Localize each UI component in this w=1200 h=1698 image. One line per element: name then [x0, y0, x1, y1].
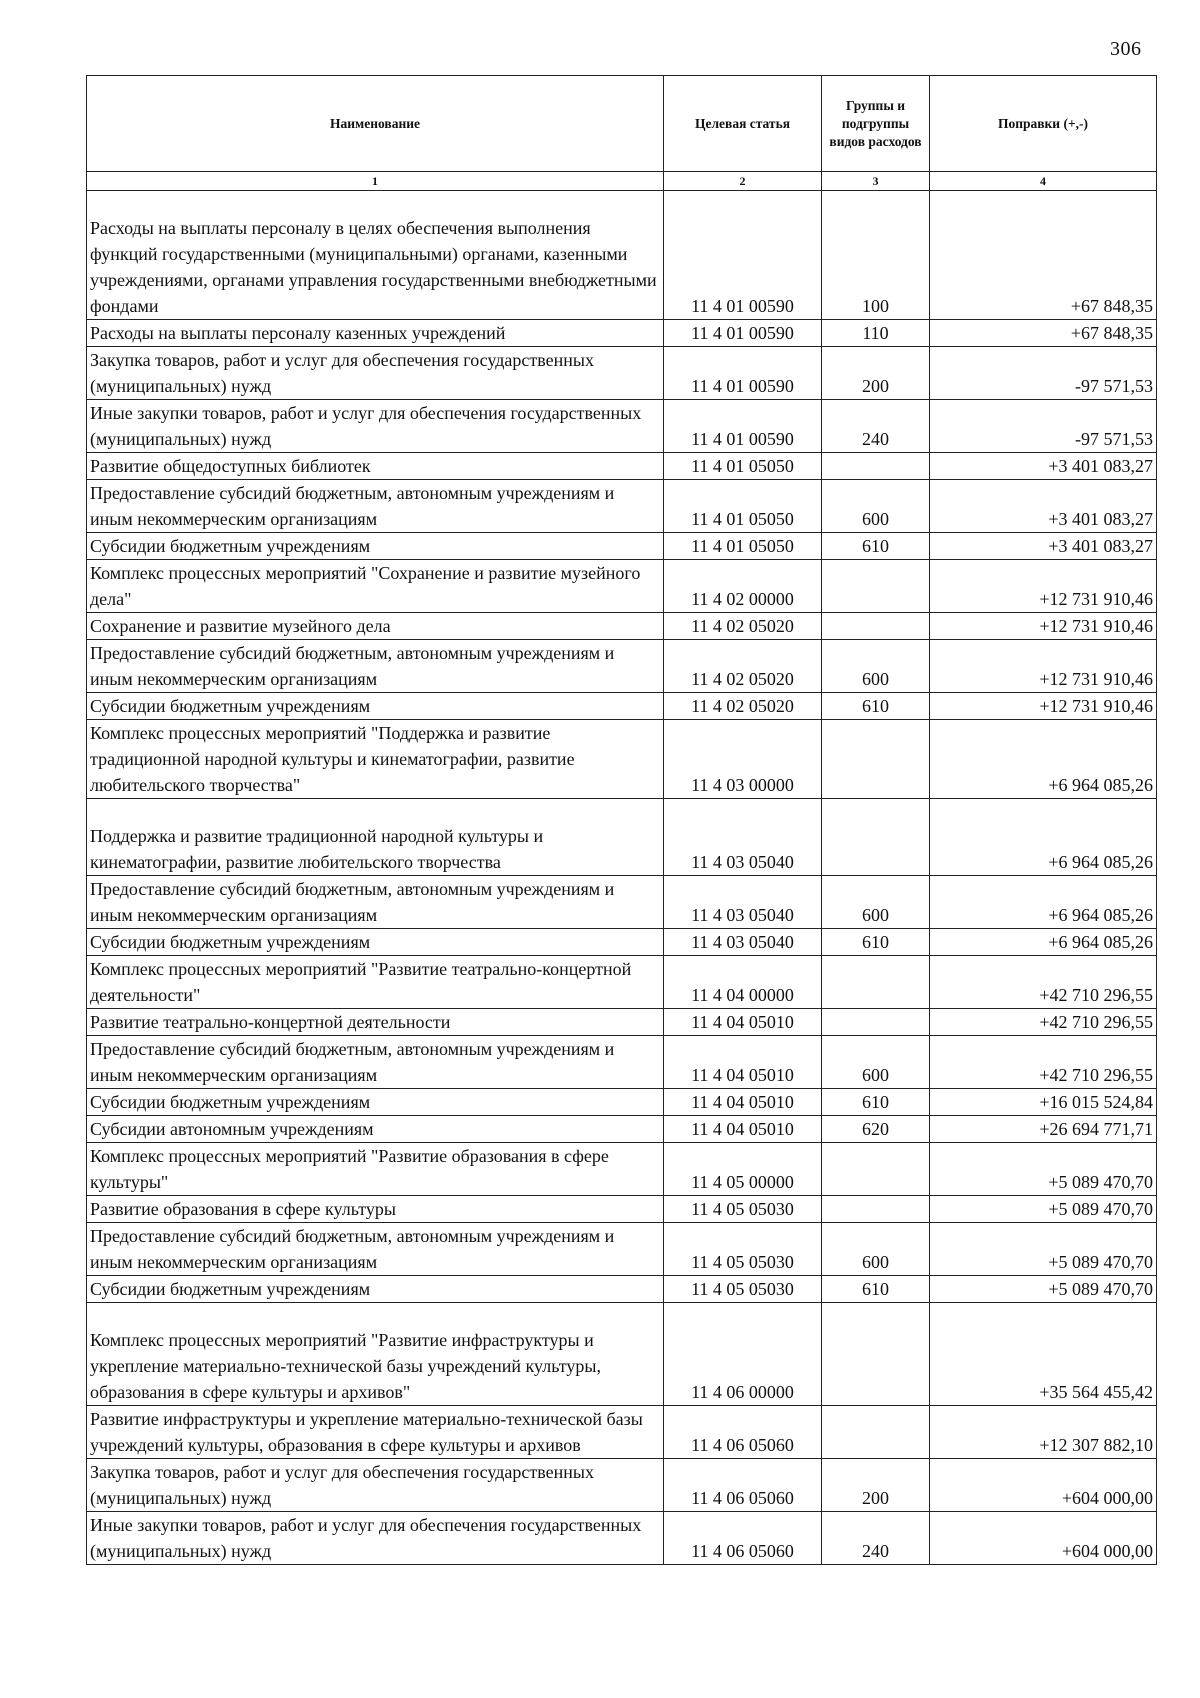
- row-name-cell: Сохранение и развитие музейного дела: [87, 613, 664, 640]
- row-amount-cell: -97 571,53: [930, 400, 1157, 453]
- budget-table: [86, 75, 1157, 1565]
- row-amount-cell: +3 401 083,27: [930, 453, 1157, 480]
- row-name-cell: Развитие общедоступных библиотек: [87, 453, 664, 480]
- row-code-cell: 11 4 01 00590: [664, 191, 822, 320]
- row-amount-cell: +26 694 771,71: [930, 1116, 1157, 1143]
- row-group-cell: 200: [822, 347, 930, 400]
- row-group-cell: [822, 720, 930, 799]
- row-code-cell: 11 4 02 05020: [664, 613, 822, 640]
- table-row: [87, 347, 1157, 400]
- row-code-cell: 11 4 04 05010: [664, 1036, 822, 1089]
- row-code-cell: 11 4 04 05010: [664, 1009, 822, 1036]
- row-amount-cell: +42 710 296,55: [930, 1036, 1157, 1089]
- row-name-cell: Расходы на выплаты персоналу казенных учреждений: [87, 320, 664, 347]
- table-row: [87, 1143, 1157, 1196]
- row-name-cell: Субсидии автономным учреждениям: [87, 1116, 664, 1143]
- row-name-cell: Комплекс процессных мероприятий "Сохранение и развитие музейного дела": [87, 560, 664, 613]
- column-number-row: [87, 172, 1157, 191]
- table-row: [87, 1406, 1157, 1459]
- row-name-cell: Поддержка и развитие традиционной народной культуры и кинематографии, развитие любительского творчества: [87, 799, 664, 876]
- row-name-cell: Предоставление субсидий бюджетным, автономным учреждениям и иным некоммерческим организациям: [87, 480, 664, 533]
- row-group-cell: 240: [822, 1512, 930, 1565]
- row-group-cell: [822, 1196, 930, 1223]
- table-row: [87, 1036, 1157, 1089]
- row-group-cell: [822, 1143, 930, 1196]
- row-name-cell: Субсидии бюджетным учреждениям: [87, 1089, 664, 1116]
- table-row: [87, 693, 1157, 720]
- row-group-cell: 110: [822, 320, 930, 347]
- row-group-cell: [822, 453, 930, 480]
- table-row: [87, 720, 1157, 799]
- table-row: [87, 533, 1157, 560]
- row-name-cell: Иные закупки товаров, работ и услуг для обеспечения государственных (муниципальных) нужд: [87, 400, 664, 453]
- row-name-cell: Развитие образования в сфере культуры: [87, 1196, 664, 1223]
- row-group-cell: 100: [822, 191, 930, 320]
- row-code-cell: 11 4 04 05010: [664, 1116, 822, 1143]
- row-amount-cell: +12 307 882,10: [930, 1406, 1157, 1459]
- row-group-cell: [822, 1303, 930, 1406]
- row-code-cell: 11 4 05 05030: [664, 1276, 822, 1303]
- row-group-cell: 610: [822, 1276, 930, 1303]
- table-row: [87, 560, 1157, 613]
- row-name-cell: Предоставление субсидий бюджетным, автономным учреждениям и иным некоммерческим организациям: [87, 1223, 664, 1276]
- row-name-cell: Комплекс процессных мероприятий "Развитие инфраструктуры и укрепление материально-технической базы учреждений культуры, образования в сфере культуры и архивов": [87, 1303, 664, 1406]
- row-name-cell: Субсидии бюджетным учреждениям: [87, 1276, 664, 1303]
- row-code-cell: 11 4 01 05050: [664, 533, 822, 560]
- row-code-cell: 11 4 01 00590: [664, 347, 822, 400]
- row-amount-cell: +3 401 083,27: [930, 533, 1157, 560]
- header-group: Группы и подгруппы видов расходов: [822, 76, 930, 172]
- row-amount-cell: +35 564 455,42: [930, 1303, 1157, 1406]
- table-row: [87, 1116, 1157, 1143]
- table-row: [87, 1512, 1157, 1565]
- row-group-cell: 200: [822, 1459, 930, 1512]
- table-row: [87, 1009, 1157, 1036]
- table-body: [87, 191, 1157, 1565]
- row-group-cell: 600: [822, 1036, 930, 1089]
- row-name-cell: Закупка товаров, работ и услуг для обеспечения государственных (муниципальных) нужд: [87, 347, 664, 400]
- row-amount-cell: +67 848,35: [930, 320, 1157, 347]
- table-row: [87, 1303, 1157, 1406]
- row-amount-cell: +604 000,00: [930, 1459, 1157, 1512]
- row-name-cell: Развитие инфраструктуры и укрепление материально-технической базы учреждений культуры, образования в сфере культуры и архивов: [87, 1406, 664, 1459]
- row-group-cell: 600: [822, 1223, 930, 1276]
- table-row: [87, 956, 1157, 1009]
- column-number: 2: [664, 172, 822, 191]
- row-name-cell: Развитие театрально-концертной деятельности: [87, 1009, 664, 1036]
- row-group-cell: [822, 560, 930, 613]
- row-name-cell: Предоставление субсидий бюджетным, автономным учреждениям и иным некоммерческим организациям: [87, 1036, 664, 1089]
- row-group-cell: 240: [822, 400, 930, 453]
- table-row: [87, 453, 1157, 480]
- row-group-cell: 610: [822, 1089, 930, 1116]
- row-group-cell: 600: [822, 640, 930, 693]
- row-name-cell: Закупка товаров, работ и услуг для обеспечения государственных (муниципальных) нужд: [87, 1459, 664, 1512]
- table-row: [87, 929, 1157, 956]
- row-amount-cell: +12 731 910,46: [930, 640, 1157, 693]
- row-amount-cell: -97 571,53: [930, 347, 1157, 400]
- row-code-cell: 11 4 05 05030: [664, 1223, 822, 1276]
- row-code-cell: 11 4 03 05040: [664, 876, 822, 929]
- table-row: [87, 1223, 1157, 1276]
- row-amount-cell: +12 731 910,46: [930, 613, 1157, 640]
- row-group-cell: 600: [822, 876, 930, 929]
- row-code-cell: 11 4 03 00000: [664, 720, 822, 799]
- table-row: [87, 613, 1157, 640]
- row-amount-cell: +6 964 085,26: [930, 929, 1157, 956]
- table-row: [87, 1089, 1157, 1116]
- table-row: [87, 640, 1157, 693]
- row-amount-cell: +16 015 524,84: [930, 1089, 1157, 1116]
- row-name-cell: Расходы на выплаты персоналу в целях обеспечения выполнения функций государственными (муниципальными) органами, казенными учреждениями, органами управления государственными внебюджетными фондами: [87, 191, 664, 320]
- row-amount-cell: +5 089 470,70: [930, 1223, 1157, 1276]
- row-code-cell: 11 4 04 05010: [664, 1089, 822, 1116]
- row-group-cell: [822, 799, 930, 876]
- row-code-cell: 11 4 01 05050: [664, 453, 822, 480]
- table-row: [87, 400, 1157, 453]
- row-amount-cell: +67 848,35: [930, 191, 1157, 320]
- row-code-cell: 11 4 02 05020: [664, 693, 822, 720]
- table-row: [87, 876, 1157, 929]
- table-row: [87, 320, 1157, 347]
- row-amount-cell: +6 964 085,26: [930, 720, 1157, 799]
- row-group-cell: 610: [822, 693, 930, 720]
- row-amount-cell: +3 401 083,27: [930, 480, 1157, 533]
- row-code-cell: 11 4 06 05060: [664, 1406, 822, 1459]
- row-name-cell: Субсидии бюджетным учреждениям: [87, 693, 664, 720]
- row-code-cell: 11 4 06 00000: [664, 1303, 822, 1406]
- row-name-cell: Комплекс процессных мероприятий "Развитие образования в сфере культуры": [87, 1143, 664, 1196]
- column-number: 1: [87, 172, 664, 191]
- header-code: Целевая статья: [664, 76, 822, 172]
- table-row: [87, 1196, 1157, 1223]
- page-number: 306: [1110, 38, 1142, 60]
- header-name: Наименование: [87, 76, 664, 172]
- row-amount-cell: +5 089 470,70: [930, 1276, 1157, 1303]
- column-number: 4: [930, 172, 1157, 191]
- row-group-cell: 610: [822, 929, 930, 956]
- row-amount-cell: +12 731 910,46: [930, 693, 1157, 720]
- row-code-cell: 11 4 01 05050: [664, 480, 822, 533]
- column-number: 3: [822, 172, 930, 191]
- row-amount-cell: +6 964 085,26: [930, 799, 1157, 876]
- row-group-cell: [822, 956, 930, 1009]
- row-code-cell: 11 4 05 05030: [664, 1196, 822, 1223]
- row-group-cell: [822, 1009, 930, 1036]
- row-name-cell: Комплекс процессных мероприятий "Развитие театрально-концертной деятельности": [87, 956, 664, 1009]
- table-row: [87, 799, 1157, 876]
- row-group-cell: 600: [822, 480, 930, 533]
- row-amount-cell: +42 710 296,55: [930, 1009, 1157, 1036]
- row-code-cell: 11 4 06 05060: [664, 1512, 822, 1565]
- row-group-cell: [822, 613, 930, 640]
- row-name-cell: Предоставление субсидий бюджетным, автономным учреждениям и иным некоммерческим организациям: [87, 876, 664, 929]
- row-amount-cell: +5 089 470,70: [930, 1196, 1157, 1223]
- row-code-cell: 11 4 04 00000: [664, 956, 822, 1009]
- header-amount: Поправки (+,-): [930, 76, 1157, 172]
- row-name-cell: Комплекс процессных мероприятий "Поддержка и развитие традиционной народной культуры и кинематографии, развитие любительского творчества": [87, 720, 664, 799]
- row-name-cell: Субсидии бюджетным учреждениям: [87, 533, 664, 560]
- row-code-cell: 11 4 05 00000: [664, 1143, 822, 1196]
- row-group-cell: 610: [822, 533, 930, 560]
- table-row: [87, 191, 1157, 320]
- row-name-cell: Предоставление субсидий бюджетным, автономным учреждениям и иным некоммерческим организациям: [87, 640, 664, 693]
- row-amount-cell: +42 710 296,55: [930, 956, 1157, 1009]
- row-code-cell: 11 4 03 05040: [664, 799, 822, 876]
- row-group-cell: [822, 1406, 930, 1459]
- row-name-cell: Субсидии бюджетным учреждениям: [87, 929, 664, 956]
- row-code-cell: 11 4 01 00590: [664, 320, 822, 347]
- row-code-cell: 11 4 02 00000: [664, 560, 822, 613]
- table-row: [87, 1459, 1157, 1512]
- row-code-cell: 11 4 01 00590: [664, 400, 822, 453]
- row-code-cell: 11 4 03 05040: [664, 929, 822, 956]
- row-amount-cell: +604 000,00: [930, 1512, 1157, 1565]
- row-code-cell: 11 4 02 05020: [664, 640, 822, 693]
- row-amount-cell: +12 731 910,46: [930, 560, 1157, 613]
- row-amount-cell: +6 964 085,26: [930, 876, 1157, 929]
- table-row: [87, 1276, 1157, 1303]
- row-amount-cell: +5 089 470,70: [930, 1143, 1157, 1196]
- row-group-cell: 620: [822, 1116, 930, 1143]
- table-row: [87, 480, 1157, 533]
- header-row: [87, 76, 1157, 172]
- row-code-cell: 11 4 06 05060: [664, 1459, 822, 1512]
- row-name-cell: Иные закупки товаров, работ и услуг для обеспечения государственных (муниципальных) нужд: [87, 1512, 664, 1565]
